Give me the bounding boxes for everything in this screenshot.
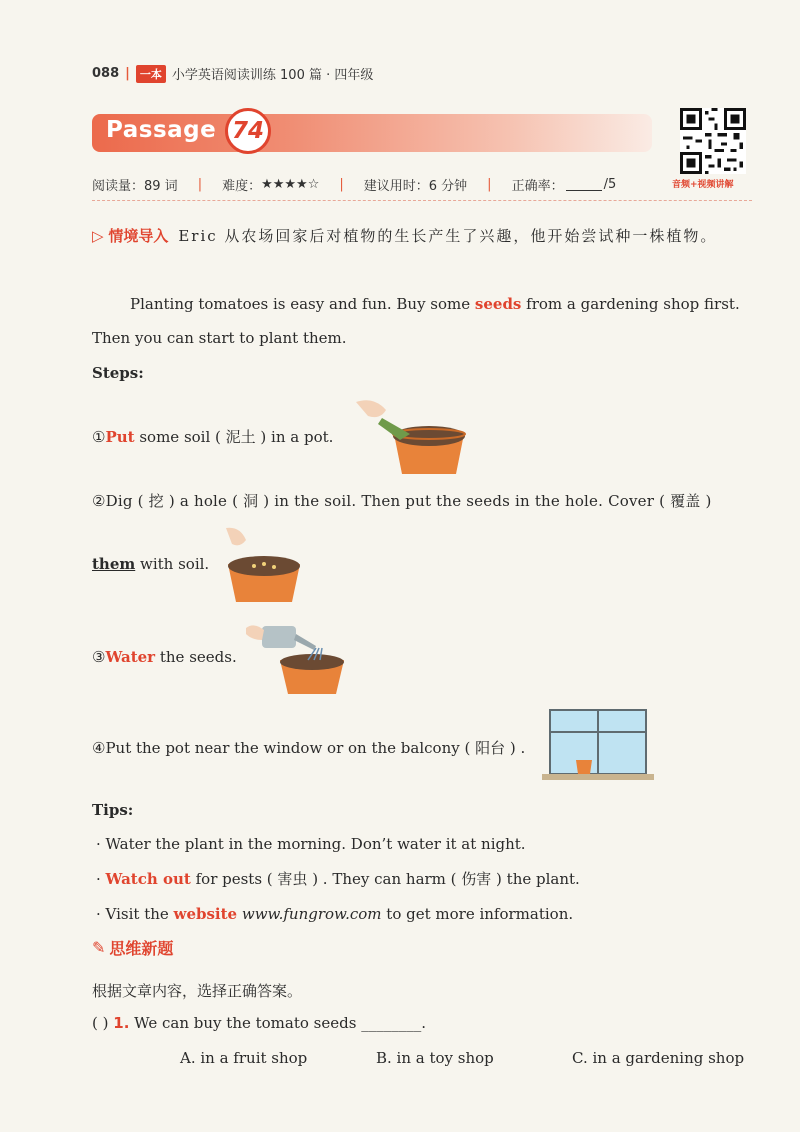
exercise-title: 思维新题 (109, 939, 174, 958)
page-number: 088 (92, 66, 120, 81)
play-triangle-icon: ▷ (92, 227, 104, 245)
option-b[interactable]: B. in a toy shop (376, 1049, 494, 1067)
qr-code-icon[interactable] (680, 108, 746, 174)
exercise-heading (92, 936, 173, 959)
suggested-time: 建议用时：6 分钟 (363, 179, 468, 194)
passage-label: Passage (106, 117, 217, 143)
accuracy-total: /5 (603, 177, 617, 192)
seeds-pot-illustration (212, 524, 308, 604)
intro-block (92, 220, 752, 252)
intro-tag: 情境导入 (108, 227, 169, 245)
difficulty-label: 难度： (222, 179, 262, 194)
window-illustration (540, 708, 656, 784)
vocab-website: website (173, 905, 238, 923)
header-separator: | (125, 66, 130, 81)
step-2: ②Dig ( 挖 ) a hole ( 洞 ) in the soil. Then put the seeds in the hole. Cover ( 覆盖 ) (92, 492, 712, 510)
tips-heading: Tips: (92, 801, 134, 819)
step-2-cont: them with soil. (92, 555, 210, 573)
watering-illustration (244, 614, 348, 696)
accuracy-blank[interactable] (566, 178, 602, 191)
question-number: 1. (113, 1014, 130, 1032)
step-3: ③Water the seeds. (92, 648, 237, 666)
word-count: 阅读量：89 词 (92, 179, 178, 194)
paragraph-1-cont: Then you can start to plant them. (92, 329, 347, 347)
pencil-icon: ✎ (92, 938, 106, 957)
tip-2: · Watch out for pests ( 害虫 ) . They can harm ( 伤害 ) the plant. (96, 870, 580, 888)
difficulty-stars: ★★★★☆ (261, 177, 320, 192)
passage-number-badge (225, 108, 271, 154)
vocab-put: Put (105, 428, 135, 446)
reading-meta: 阅读量：89 词 | 难度： ★★★★☆ | 建议用时：6 分钟 | 正确率： /5 (92, 177, 617, 194)
answer-bracket[interactable]: ( ) (92, 1014, 109, 1032)
page-header (92, 64, 373, 83)
pronoun-them: them (92, 555, 136, 573)
divider (92, 200, 752, 201)
vocab-seeds: seeds (474, 295, 522, 313)
question-text: We can buy the tomato seeds ________. (129, 1014, 426, 1032)
passage-number: 74 (231, 118, 264, 144)
step-1: ①Put some soil ( 泥土 ) in a pot. (92, 428, 334, 446)
tip-1: · Water the plant in the morning. Don’t water it at night. (96, 835, 526, 853)
passage-banner (92, 108, 662, 158)
brand-logo: 一本 (136, 65, 166, 83)
vocab-watch-out: Watch out (105, 870, 191, 888)
step-4: ④Put the pot near the window or on the balcony ( 阳台 ) . (92, 739, 526, 757)
question-1 (92, 1013, 426, 1033)
accuracy-label: 正确率： (511, 179, 564, 194)
tip-3: · Visit the website www.fungrow.com to get more information. (96, 905, 574, 923)
option-a[interactable]: A. in a fruit shop (180, 1049, 308, 1067)
book-title: 小学英语阅读训练 100 篇 · 四年级 (171, 68, 374, 83)
vocab-water: Water (105, 648, 156, 666)
steps-heading: Steps: (92, 364, 144, 382)
qr-label: 音频+视频讲解 (672, 180, 734, 190)
soil-pot-illustration (352, 396, 468, 476)
paragraph-1: Planting tomatoes is easy and fun. Buy some seeds from a gardening shop first. (130, 295, 740, 313)
exercise-instruction: 根据文章内容，选择正确答案。 (92, 982, 303, 1000)
intro-text: Eric 从农场回家后对植物的生长产生了兴趣，他开始尝试种一株植物。 (178, 227, 718, 245)
option-c[interactable]: C. in a gardening shop (572, 1049, 745, 1067)
website-url[interactable]: www.fungrow.com (237, 905, 382, 923)
